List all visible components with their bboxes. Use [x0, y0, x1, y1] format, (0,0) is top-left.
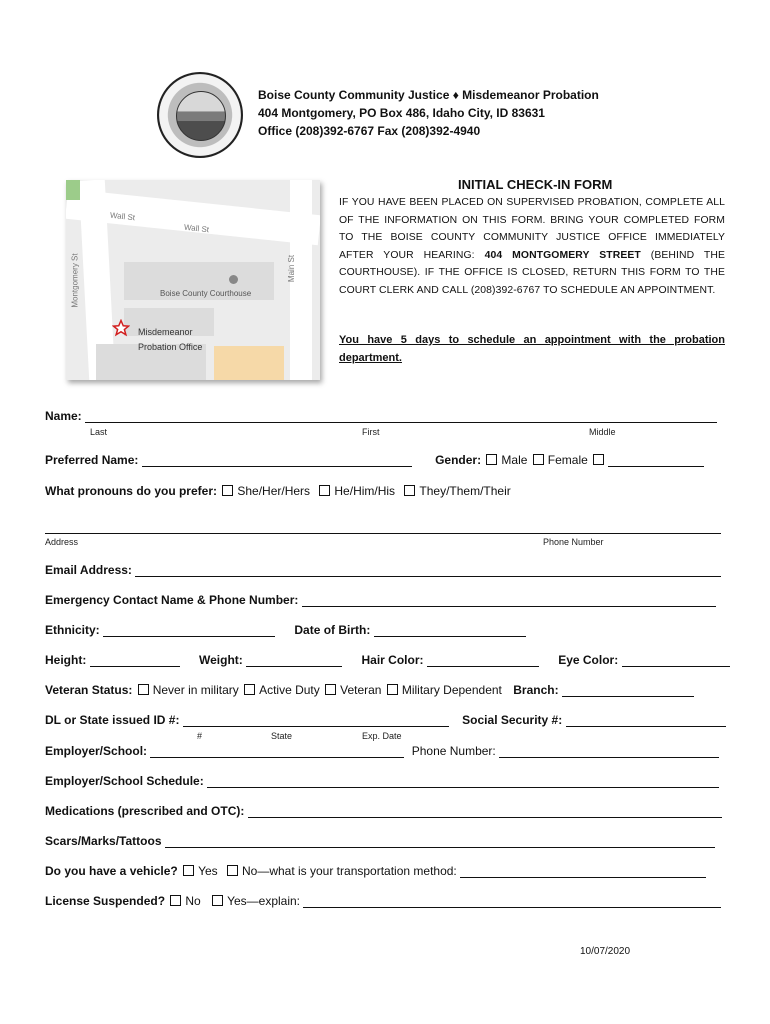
pronouns-row [45, 484, 725, 500]
transportation-field[interactable] [460, 865, 706, 878]
eye-label: Eye Color: [558, 653, 619, 667]
vet-dependent-checkbox[interactable] [387, 684, 398, 695]
map-label-office-line1: Misdemeanor [138, 327, 193, 337]
office-phone-fax: Office (208)392-6767 Fax (208)392-4940 [258, 124, 481, 138]
map-label-montgomery-st: Montgomery St [70, 253, 80, 308]
employer-field[interactable] [150, 745, 404, 758]
physical-row [45, 653, 725, 669]
hair-field[interactable] [427, 654, 539, 667]
map-park-block [66, 180, 80, 200]
vet-active-checkbox[interactable] [244, 684, 255, 695]
scars-row [45, 834, 725, 850]
license-label: License Suspended? [45, 894, 166, 908]
hair-label: Hair Color: [361, 653, 424, 667]
location-map [66, 180, 320, 380]
branch-field[interactable] [562, 684, 694, 697]
name-last-sublabel: Last [90, 427, 108, 437]
dl-exp-sublabel: Exp. Date [362, 731, 402, 741]
veteran-row [45, 683, 725, 699]
employer-label: Employer/School: [45, 744, 148, 758]
vet-never-label: Never in military [152, 683, 239, 697]
schedule-row [45, 774, 725, 790]
dl-number-sublabel: # [197, 731, 203, 741]
name-label: Name: [45, 409, 82, 423]
name-middle-sublabel: Middle [589, 427, 616, 437]
license-explain-field[interactable] [303, 895, 721, 908]
map-label-courthouse: Boise County Courthouse [160, 289, 252, 298]
form-revision-date: 10/07/2020 [580, 946, 631, 957]
instructions-text-1: IF YOU HAVE BEEN PLACED ON SUPERVISED PROBATION, COMPLETE ALL OF THE INFORMATION ON THIS FORM. BRING YOUR COMPLETED FORM TO THE BOISE COUNTY COMMUNITY JUSTICE OFFICE IMMEDIATELY AFTER YOUR HEARING: [339, 197, 725, 261]
pronoun-she-label: She/Her/Hers [237, 484, 311, 498]
office-name: Boise County Community Justice ♦ Misdemeanor Probation [258, 88, 599, 102]
vehicle-label: Do you have a vehicle? [45, 864, 178, 878]
county-seal-logo [157, 72, 243, 158]
name-row [45, 409, 725, 425]
dob-label: Date of Birth: [294, 623, 371, 637]
vehicle-yes-checkbox[interactable] [183, 865, 194, 876]
landmark-icon [229, 275, 238, 284]
ethnicity-label: Ethnicity: [45, 623, 100, 637]
license-no-checkbox[interactable] [170, 895, 181, 906]
height-field[interactable] [90, 654, 180, 667]
map-label-office-line2: Probation Office [138, 342, 203, 352]
address-row [45, 520, 725, 536]
weight-label: Weight: [199, 653, 243, 667]
emergency-field[interactable] [302, 594, 716, 607]
name-field[interactable] [85, 410, 717, 423]
vet-active-label: Active Duty [259, 683, 320, 697]
email-label: Email Address: [45, 563, 132, 577]
gender-male-checkbox[interactable] [486, 454, 497, 465]
preferred-gender-row [45, 453, 725, 469]
phone-sublabel: Phone Number [543, 537, 604, 547]
address-sublabel: Address [45, 537, 79, 547]
pronouns-label: What pronouns do you prefer: [45, 484, 217, 498]
employer-phone-field[interactable] [499, 745, 719, 758]
scars-field[interactable] [165, 835, 715, 848]
license-no-label: No [185, 894, 201, 908]
gender-other-field[interactable] [608, 454, 704, 467]
medications-label: Medications (prescribed and OTC): [45, 804, 245, 818]
map-label-wall-st-2: Wall St [183, 222, 210, 235]
seal-landscape-image [176, 91, 226, 141]
license-row [45, 894, 725, 910]
veteran-label: Veteran Status: [45, 683, 133, 697]
pronoun-he-label: He/Him/His [334, 484, 396, 498]
pronoun-they-checkbox[interactable] [404, 485, 415, 496]
gender-label: Gender: [435, 453, 482, 467]
instructions-address: 404 MONTGOMERY STREET [484, 249, 641, 261]
vehicle-row [45, 864, 725, 880]
email-row [45, 563, 725, 579]
medications-field[interactable] [248, 805, 722, 818]
license-yes-label: Yes—explain: [227, 894, 300, 908]
schedule-label: Employer/School Schedule: [45, 774, 204, 788]
address-phone-field[interactable] [45, 521, 721, 534]
name-first-sublabel: First [362, 427, 380, 437]
pronoun-he-checkbox[interactable] [319, 485, 330, 496]
eye-field[interactable] [622, 654, 730, 667]
dl-field[interactable] [183, 714, 449, 727]
schedule-field[interactable] [207, 775, 719, 788]
instructions-text-2: (BEHIND THE COURTHOUSE). IF THE OFFICE IS CLOSED, RETURN THIS FORM TO THE COURT CLERK AND CALL (208)392-6767 TO SCHEDULE AN APPOINTMENT. [339, 249, 725, 296]
vehicle-no-checkbox[interactable] [227, 865, 238, 876]
license-yes-checkbox[interactable] [212, 895, 223, 906]
map-parking-block [214, 346, 284, 380]
vet-dependent-label: Military Dependent [401, 683, 502, 697]
vet-veteran-checkbox[interactable] [325, 684, 336, 695]
gender-female-checkbox[interactable] [533, 454, 544, 465]
office-header [258, 86, 599, 140]
dl-ssn-row [45, 713, 725, 729]
weight-field[interactable] [246, 654, 342, 667]
branch-label: Branch: [513, 683, 559, 697]
pronoun-they-label: They/Them/Their [419, 484, 511, 498]
dob-field[interactable] [374, 624, 526, 637]
vet-veteran-label: Veteran [340, 683, 382, 697]
office-address: 404 Montgomery, PO Box 486, Idaho City, ID 83631 [258, 106, 545, 120]
ssn-label: Social Security #: [462, 713, 563, 727]
pronoun-she-checkbox[interactable] [222, 485, 233, 496]
gender-female-label: Female [547, 453, 588, 467]
dl-state-sublabel: State [271, 731, 293, 741]
employer-row [45, 744, 725, 760]
ethnicity-dob-row [45, 623, 725, 639]
vehicle-yes-label: Yes [198, 864, 218, 878]
gender-male-label: Male [501, 453, 528, 467]
deadline-notice: You have 5 days to schedule an appointment with the probation department. [339, 334, 725, 364]
emergency-row [45, 593, 725, 609]
employer-phone-label: Phone Number: [411, 744, 496, 758]
star-icon [112, 319, 130, 337]
ethnicity-field[interactable] [103, 624, 275, 637]
ssn-field[interactable] [566, 714, 726, 727]
height-label: Height: [45, 653, 87, 667]
email-field[interactable] [135, 564, 721, 577]
vet-never-checkbox[interactable] [138, 684, 149, 695]
emergency-label: Emergency Contact Name & Phone Number: [45, 593, 299, 607]
gender-other-checkbox[interactable] [593, 454, 604, 465]
medications-row [45, 804, 725, 820]
dl-label: DL or State issued ID #: [45, 713, 180, 727]
instructions [339, 194, 725, 299]
scars-label: Scars/Marks/Tattoos [45, 834, 162, 848]
map-label-wall-st-1: Wall St [109, 210, 136, 223]
form-title: INITIAL CHECK-IN FORM [458, 177, 613, 192]
map-label-main-st: Main St [287, 254, 297, 283]
preferred-name-field[interactable] [142, 454, 412, 467]
vehicle-no-label: No—what is your transportation method: [241, 864, 457, 878]
preferred-name-label: Preferred Name: [45, 453, 139, 467]
